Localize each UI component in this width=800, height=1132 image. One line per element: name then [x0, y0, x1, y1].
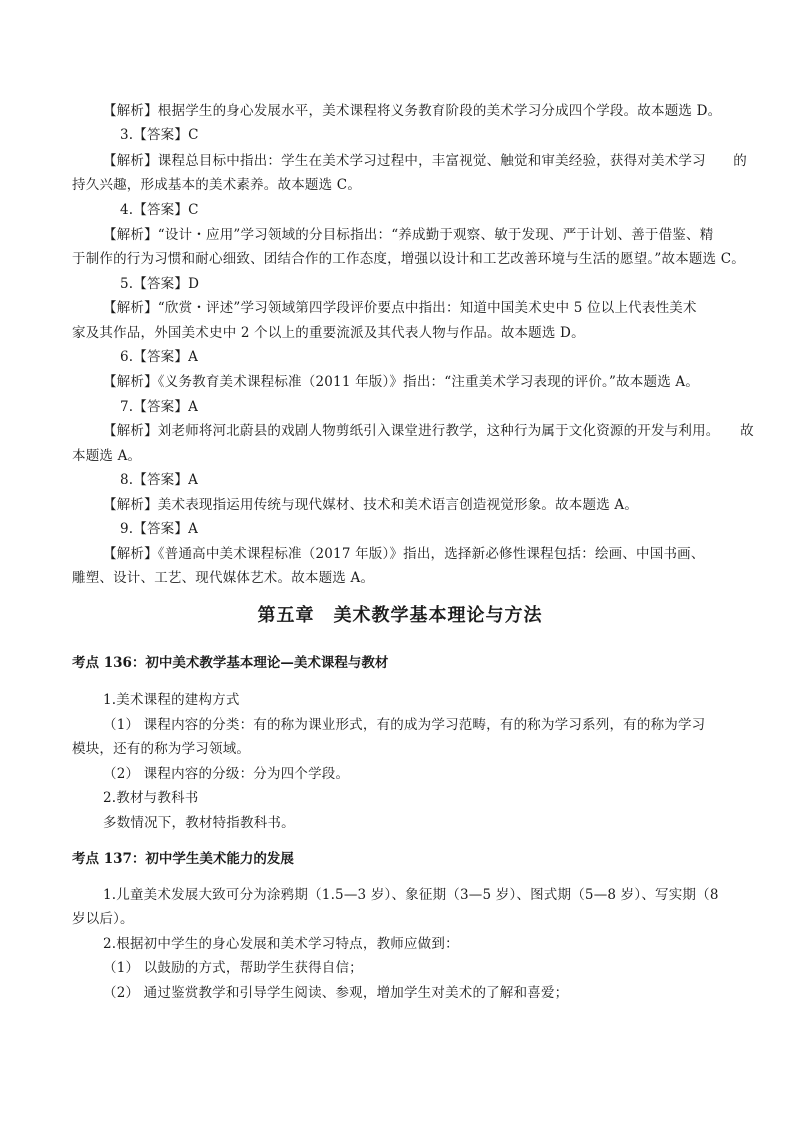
section-line: （2） 通过鉴赏教学和引导学生阅读、参观，增加学生对美术的了解和喜爱； — [103, 985, 569, 1001]
section-line: 2.根据初中学生的身心发展和美术学习特点，教师应做到： — [103, 936, 459, 952]
answer-line: 【解析】“设计・应用”学习领域的分目标指出：“养成勤于观察、敏于发现、严于计划、善于借鉴、精 — [103, 227, 714, 243]
answer-line: 7.【答案】A — [120, 399, 199, 415]
section-title: 考点 137：初中学生美术能力的发展 — [72, 851, 294, 867]
answer-line: 3.【答案】C — [120, 127, 199, 143]
chapter-title: 第五章 美术教学基本理论与方法 — [257, 605, 543, 626]
section-line: 1.儿童美术发展大致可分为涂鸦期（1.5—3 岁）、象征期（3—5 岁）、图式期（5—8 岁）、写实期（8 — [103, 887, 719, 903]
answer-line: 【解析】根据学生的身心发展水平，美术课程将义务教育阶段的美术学习分成四个学段。故本题选 D。 — [103, 103, 722, 119]
answer-line: 【解析】“欣赏・评述”学习领域第四学段评价要点中指出：知道中国美术史中 5 位以上代表性美术 — [103, 300, 697, 316]
answer-line: 【解析】《义务教育美术课程标准（2011 年版）》指出：“注重美术学习表现的评价。”故本题选 A。 — [103, 374, 700, 390]
answer-line: 5.【答案】D — [120, 276, 200, 292]
answer-line: 4.【答案】C — [120, 202, 199, 218]
section-title: 考点 136：初中美术教学基本理论—美术课程与教材 — [72, 655, 389, 671]
answer-line: 【解析】美术表现指运用传统与现代媒材、技术和美术语言创造视觉形象。故本题选 A。 — [103, 497, 639, 513]
section-line: （1） 以鼓励的方式，帮助学生获得自信； — [103, 960, 363, 976]
answer-line: 6.【答案】A — [120, 349, 199, 365]
section-line: 1.美术课程的建构方式 — [103, 692, 240, 708]
answer-line: 8.【答案】A — [120, 472, 199, 488]
section-line: 2.教材与教科书 — [103, 790, 199, 806]
answer-line: 【解析】《普通高中美术课程标准（2017 年版）》指出，选择新必修性课程包括：绘画、中国书画、 — [103, 546, 705, 562]
answer-line: 于制作的行为习惯和耐心细致、团结合作的工作态度，增强以设计和工艺改善环境与生活的愿望。”故本题选 C。 — [72, 251, 745, 267]
section-line: （1） 课程内容的分类：有的称为课业形式，有的成为学习范畴，有的称为学习系列，有的称为学习 — [103, 717, 706, 733]
answer-line: 【解析】课程总目标中指出：学生在美术学习过程中，丰富视觉、触觉和审美经验，获得对美术学习 的 — [103, 153, 747, 169]
section-line: 多数情况下，教材特指教科书。 — [103, 815, 295, 831]
answer-line: 9.【答案】A — [120, 521, 199, 537]
answer-line: 持久兴趣，形成基本的美术素养。故本题选 C。 — [72, 177, 362, 193]
section-line: 模块，还有的称为学习领域。 — [72, 741, 251, 757]
answer-line: 家及其作品，外国美术史中 2 个以上的重要流派及其代表人物与作品。故本题选 D。 — [72, 325, 585, 341]
answer-line: 本题选 A。 — [72, 448, 142, 464]
section-line: 岁以后）。 — [72, 911, 134, 927]
section-line: （2） 课程内容的分级：分为四个学段。 — [103, 766, 350, 782]
answer-line: 雕塑、设计、工艺、现代媒体艺术。故本题选 A。 — [72, 570, 375, 586]
answer-line: 【解析】刘老师将河北蔚县的戏剧人物剪纸引入课堂进行教学，这种行为属于文化资源的开发与利用。 故 — [103, 423, 754, 439]
